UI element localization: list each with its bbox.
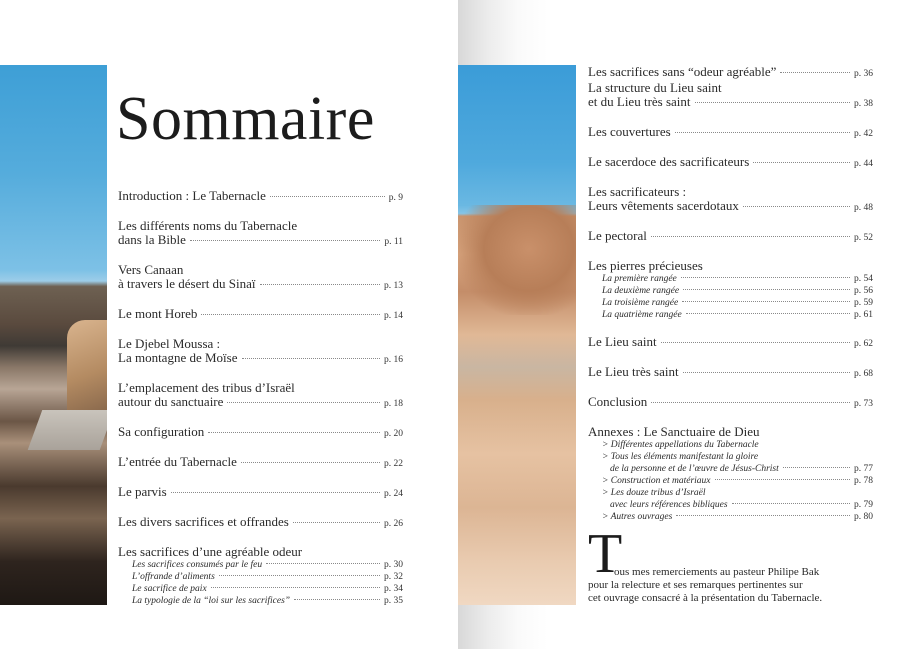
entry-title: Le Lieu très saint (588, 364, 679, 379)
leader-dots (661, 342, 850, 343)
toc-subentry[interactable]: La typologie de la “loi sur les sacrifices” p. 35 (132, 596, 403, 606)
entry-title: Le parvis (118, 484, 167, 499)
leader-dots (743, 206, 850, 207)
page-number: p. 62 (854, 339, 873, 349)
page-number: p. 26 (384, 519, 403, 529)
page-number: p. 44 (854, 159, 873, 169)
entry-title: Vers Canaan (118, 262, 184, 277)
toc-subentry[interactable]: Les sacrifices consumés par le feu p. 30 (132, 560, 403, 570)
toc-entry[interactable] (118, 337, 403, 367)
leader-dots (219, 575, 380, 576)
toc-entry[interactable] (588, 335, 873, 351)
toc-subentry[interactable]: La troisième rangée p. 59 (602, 298, 873, 308)
leader-dots (682, 301, 850, 302)
leader-dots (683, 289, 850, 290)
entry-title: L’emplacement des tribus d’Israël (118, 380, 295, 395)
entry-title: Les sacrifices sans “odeur agréable” (588, 64, 777, 79)
page-number: p. 73 (854, 399, 873, 409)
toc-right-column (588, 65, 873, 523)
toc-entry[interactable] (588, 229, 873, 245)
leader-dots (270, 196, 385, 197)
leader-dots (208, 432, 380, 433)
toc-entry[interactable] (118, 425, 403, 441)
entry-title: Le mont Horeb (118, 306, 198, 321)
section-title: Annexes : Le Sanctuaire de Dieu (588, 424, 760, 439)
page-number: p. 38 (854, 99, 873, 109)
ack-line: cet ouvrage consacré à la présentation du Tabernacle. (588, 592, 823, 604)
toc-left-column (118, 189, 403, 607)
page-number: p. 20 (384, 429, 403, 439)
entry-title: Le Lieu saint (588, 334, 657, 349)
toc-entry[interactable] (118, 485, 403, 501)
leader-dots (266, 563, 380, 564)
toc-section (588, 425, 873, 523)
toc-subentry[interactable]: > Autres ouvrages p. 80 (602, 512, 873, 522)
section-title: Les sacrifices d’une agréable odeur (118, 544, 303, 559)
toc-subentry[interactable]: La deuxième rangée p. 56 (602, 286, 873, 296)
leader-dots (683, 372, 850, 373)
leader-dots (227, 402, 380, 403)
leader-dots (780, 72, 850, 73)
toc-subentry-cont[interactable]: de la personne et de l’œuvre de Jésus-Christ p. 77 (610, 464, 873, 474)
entry-title: Conclusion (588, 394, 648, 409)
sandstone-rock (458, 205, 576, 315)
sandstone-cliff (67, 320, 107, 410)
leader-dots (260, 284, 380, 285)
toc-entry[interactable] (118, 515, 403, 531)
page-number: p. 22 (384, 459, 403, 469)
leader-dots (211, 587, 380, 588)
entry-title-cont: autour du sanctuaire (118, 394, 224, 409)
entry-title: Les sacrificateurs : (588, 184, 687, 199)
toc-section (118, 545, 403, 607)
leader-dots (675, 132, 850, 133)
toc-entry[interactable] (118, 455, 403, 471)
toc-entry[interactable] (118, 263, 403, 293)
page-number: p. 16 (384, 355, 403, 365)
acknowledgement (588, 523, 878, 605)
entry-title-cont: La montagne de Moïse (118, 350, 238, 365)
page-number: p. 68 (854, 369, 873, 379)
toc-subentry[interactable]: La quatrième rangée p. 61 (602, 310, 873, 320)
entry-title: Sa configuration (118, 424, 205, 439)
toc-entry[interactable] (118, 381, 403, 411)
leader-dots (676, 515, 850, 516)
toc-entry[interactable] (588, 81, 873, 111)
page-number: p. 13 (384, 281, 403, 291)
dry-riverbed (28, 410, 107, 450)
ack-line: pour la relecture et ses remarques pertinentes sur (588, 579, 803, 591)
entry-title: Les différents noms du Tabernacle (118, 218, 298, 233)
left-page (0, 0, 458, 649)
toc-entry[interactable] (588, 125, 873, 141)
toc-subentry-cont[interactable]: avec leurs références bibliques p. 79 (610, 500, 873, 510)
entry-title-cont: à travers le désert du Sinaï (118, 276, 256, 291)
page-number: p. 24 (384, 489, 403, 499)
page-number: p. 42 (854, 129, 873, 139)
leader-dots (732, 503, 850, 504)
toc-entry[interactable] (118, 219, 403, 249)
toc-section (588, 259, 873, 321)
entry-title-cont: et du Lieu très saint (588, 94, 691, 109)
page-number: p. 36 (854, 69, 873, 79)
entry-title: Le sacerdoce des sacrificateurs (588, 154, 750, 169)
toc-subentry[interactable]: L’offrande d’aliments p. 32 (132, 572, 403, 582)
page-number: p. 9 (388, 193, 403, 203)
leader-dots (715, 479, 850, 480)
entry-title: Le pectoral (588, 228, 647, 243)
leader-dots (293, 522, 380, 523)
ack-line: ous mes remerciements au pasteur Philipe Bak (614, 566, 820, 578)
leader-dots (783, 467, 850, 468)
leader-dots (171, 492, 380, 493)
leader-dots (190, 240, 380, 241)
entry-title: Les divers sacrifices et offrandes (118, 514, 289, 529)
leader-dots (201, 314, 380, 315)
page-number: p. 18 (384, 399, 403, 409)
toc-subentry[interactable]: > Construction et matériaux p. 78 (602, 476, 873, 486)
entry-title-cont: dans la Bible (118, 232, 186, 247)
page-title: Sommaire (116, 85, 375, 153)
page-number: p. 52 (854, 233, 873, 243)
toc-subentry[interactable]: > Tous les éléments manifestant la gloire (602, 452, 759, 462)
toc-entry[interactable] (118, 307, 403, 323)
leader-dots (651, 236, 850, 237)
entry-title: Les couvertures (588, 124, 671, 139)
toc-subentry[interactable]: Le sacrifice de paix p. 34 (132, 584, 403, 594)
leader-dots (242, 358, 381, 359)
entry-title: L’entrée du Tabernacle (118, 454, 237, 469)
drop-cap: T (588, 523, 623, 585)
leader-dots (241, 462, 380, 463)
leader-dots (294, 599, 380, 600)
entry-title: La structure du Lieu saint (588, 80, 722, 95)
leader-dots (686, 313, 850, 314)
entry-title: Le Djebel Moussa : (118, 336, 221, 351)
leader-dots (651, 402, 850, 403)
page-number: p. 48 (854, 203, 873, 213)
leader-dots (681, 277, 850, 278)
toc-subentry[interactable]: > Différentes appellations du Tabernacle (602, 440, 759, 450)
toc-subentry[interactable]: > Les douze tribus d’Israël (602, 488, 706, 498)
toc-entry[interactable] (588, 65, 873, 81)
toc-entry[interactable] (588, 395, 873, 411)
toc-entry[interactable] (588, 185, 873, 215)
toc-entry[interactable] (588, 365, 873, 381)
entry-title: Introduction : Le Tabernacle (118, 188, 266, 203)
section-title: Les pierres précieuses (588, 258, 703, 273)
entry-title-cont: Leurs vêtements sacerdotaux (588, 198, 739, 213)
desert-landscape-photo-left (0, 65, 107, 605)
desert-landscape-photo-right (458, 65, 576, 605)
toc-entry[interactable] (118, 189, 403, 205)
page-number: p. 11 (384, 237, 403, 247)
toc-subentry[interactable]: La première rangée p. 54 (602, 274, 873, 284)
toc-entry[interactable] (588, 155, 873, 171)
leader-dots (695, 102, 850, 103)
leader-dots (753, 162, 850, 163)
page-number: p. 14 (384, 311, 403, 321)
